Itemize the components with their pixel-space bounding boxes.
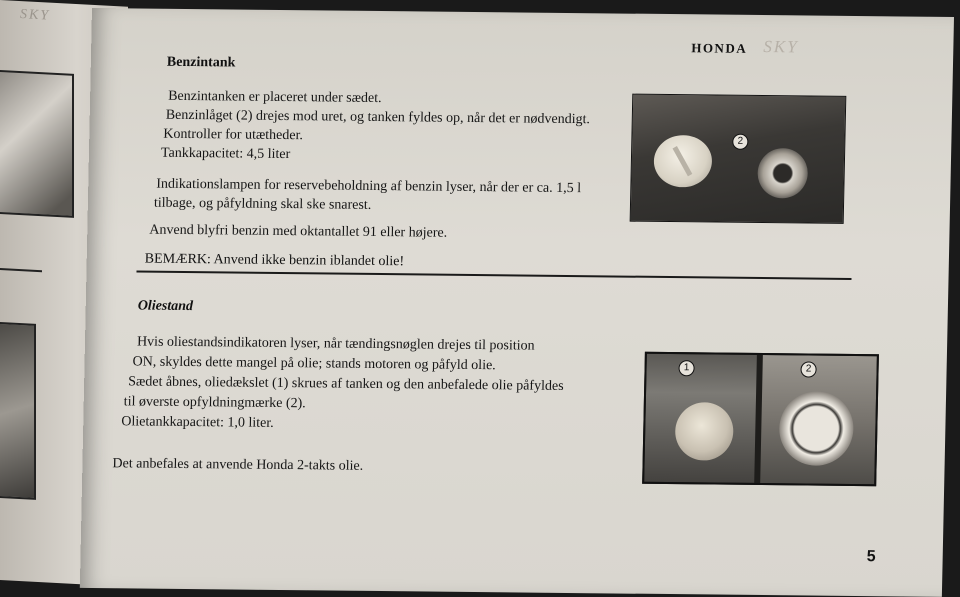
oil-capacity: Olietankkapacitet: 1,0 liter. — [121, 414, 274, 431]
olie-line-4: til øverste opfyldningmærke (2). — [123, 394, 306, 412]
oil-level-photo — [760, 355, 877, 484]
oil-filler-ring — [779, 391, 855, 466]
olie-line-1: Hvis oliestandsindikatoren lyser, når tændingsnøglen drejes til position — [136, 334, 535, 354]
left-photo-top — [0, 69, 74, 217]
callout-2-oil: 2 — [800, 361, 816, 377]
fuel-cap — [653, 135, 712, 188]
brand-name: HONDA — [691, 40, 748, 56]
fuel-requirement: Anvend blyfri benzin med oktantallet 91 eller højere. — [149, 222, 448, 241]
tank-capacity: Tankkapacitet: 4,5 liter — [160, 145, 291, 163]
left-model-logo: SKY — [20, 7, 51, 24]
oil-cap-photo — [644, 354, 757, 483]
indicator-line-2: tilbage, og påfyldning skal ske snarest. — [153, 195, 372, 213]
page-number: 5 — [866, 548, 876, 566]
benzin-line-1: Benzintanken er placeret under sædet. — [168, 88, 382, 107]
oil-tank-photos — [642, 352, 879, 486]
oil-recommendation: Det anbefales at anvende Honda 2-takts olie. — [112, 456, 364, 474]
note-no-oil-mix: BEMÆRK: Anvend ikke benzin iblandet olie! — [144, 251, 405, 270]
oil-cap — [675, 402, 734, 461]
section-divider — [136, 270, 851, 279]
olie-line-2: ON, skyldes dette mangel på olie; stands motoren og påfyld olie. — [132, 354, 496, 374]
benzin-line-3: Kontroller for utætheder. — [163, 126, 304, 144]
benzin-line-2: Benzinlåget (2) drejes mod uret, og tanken fyldes op, når det er nødvendigt. — [165, 107, 591, 128]
fuel-tank-photo — [630, 94, 847, 224]
right-page — [80, 8, 954, 597]
fuel-filler-neck — [757, 148, 808, 199]
indicator-line-1: Indikationslampen for reservebeholdning af benzin lyser, når der er ca. 1,5 l — [156, 176, 582, 197]
callout-1: 1 — [678, 360, 694, 376]
olie-line-3: Sædet åbnes, oliedækslet (1) skrues af tanken og den anbefalede olie påfyldes — [128, 374, 564, 394]
benzintank-heading: Benzintank — [166, 54, 236, 71]
model-logo: SKY — [763, 37, 799, 57]
oliestand-heading: Oliestand — [137, 298, 194, 315]
left-divider — [0, 268, 42, 272]
callout-2: 2 — [732, 134, 748, 150]
left-photo-bottom — [0, 321, 36, 499]
